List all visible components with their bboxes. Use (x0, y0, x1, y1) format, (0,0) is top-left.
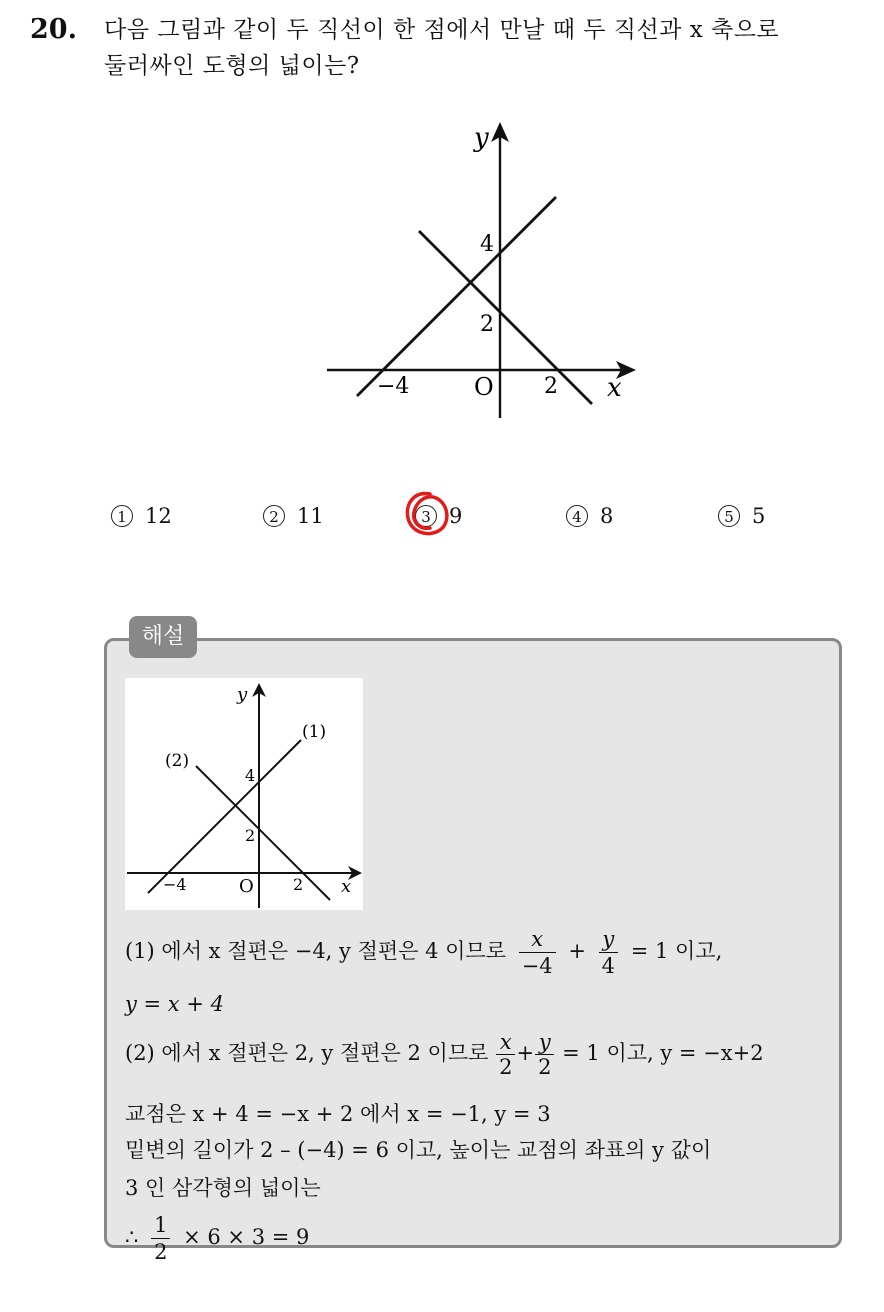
ex-l3-text-a: (2) 에서 x 절편은 2, y 절편은 2 이므로 (125, 1041, 489, 1065)
choice-4-value: 8 (600, 504, 614, 528)
ex-tick-4: 4 (245, 766, 256, 785)
explanation-line-5: 밑변의 길이가 2 – (−4) = 6 이고, 높이는 교점의 좌표의 y 값이 (125, 1138, 712, 1162)
choice-5-value: 5 (752, 504, 766, 528)
tick-label-neg4: −4 (377, 374, 410, 399)
choice-3-value: 9 (449, 504, 463, 528)
tick-label-2x: 2 (544, 374, 558, 399)
question-line-1: 다음 그림과 같이 두 직선이 한 점에서 만날 때 두 직선과 x 축으로 (104, 17, 780, 43)
ex-l1-plus: + (568, 939, 586, 963)
choice-5[interactable] (718, 504, 765, 528)
choice-3-number: 3 (415, 505, 437, 527)
ex-y-label: y (237, 684, 248, 705)
ex-l3-plus: + (516, 1041, 535, 1065)
ex-line-1-tag: (1) (302, 722, 327, 742)
line-2 (419, 231, 592, 404)
ex-l1-text-a: (1) 에서 x 절편은 −4, y 절편은 4 이므로 (125, 939, 506, 963)
ex-l1-frac-1: $\frac{x}{-4}$ (519, 926, 556, 979)
explanation-line-1 (125, 926, 722, 979)
ex-l3-frac-2: $\frac{y}{2}$ (535, 1030, 554, 1079)
explanation-tab: 해설 (129, 616, 197, 658)
explanation-line-4: 교점은 x + 4 = −x + 2 에서 x = −1, y = 3 (125, 1102, 551, 1126)
explanation-line-3 (125, 1030, 764, 1079)
ex-tick-2x: 2 (293, 875, 304, 894)
choice-4-number: 4 (566, 505, 588, 527)
choice-5-number: 5 (718, 505, 740, 527)
ex-l3-text-b: = 1 이고, y = −x+2 (562, 1041, 764, 1065)
explanation-line-7 (125, 1212, 309, 1265)
explanation-figure (125, 678, 363, 910)
y-axis-label: y (474, 123, 489, 153)
ex-l7-frac: $\frac{1}{2}$ (151, 1212, 170, 1265)
explanation-line-2: y = x + 4 (125, 992, 224, 1016)
choice-1[interactable] (111, 504, 172, 528)
ex-therefore: ∴ (125, 1225, 139, 1249)
ex-l7-text-b: × 6 × 3 = 9 (183, 1225, 310, 1249)
question-line-2: 둘러싸인 도형의 넓이는? (104, 53, 360, 79)
choice-2[interactable] (263, 504, 324, 528)
ex-line-2-tag: (2) (165, 751, 190, 771)
answer-mark (400, 488, 454, 542)
question-number: 20. (30, 14, 77, 45)
choice-1-value: 12 (145, 504, 172, 528)
ex-tick-2y: 2 (245, 826, 256, 845)
line-1 (357, 197, 556, 396)
choice-1-number: 1 (111, 505, 133, 527)
question-figure (300, 110, 660, 430)
choice-2-number: 2 (263, 505, 285, 527)
ex-tick-neg4: −4 (163, 875, 187, 894)
explanation-line-6: 3 인 삼각형의 넓이는 (125, 1176, 321, 1200)
ex-x-label: x (341, 876, 352, 897)
ex-origin: O (239, 876, 254, 897)
ex-l1-text-b: = 1 이고, (630, 939, 723, 963)
choice-2-value: 11 (297, 504, 324, 528)
ex-l3-frac-1: $\frac{x}{2}$ (496, 1030, 515, 1079)
question-text (104, 12, 874, 84)
x-axis-label: x (607, 373, 622, 403)
ex-l1-frac-2: $\frac{y}{4}$ (599, 926, 618, 979)
tick-label-4: 4 (480, 232, 494, 257)
choice-4[interactable] (566, 504, 613, 528)
origin-label: O (474, 373, 494, 401)
tick-label-2y: 2 (480, 312, 494, 337)
